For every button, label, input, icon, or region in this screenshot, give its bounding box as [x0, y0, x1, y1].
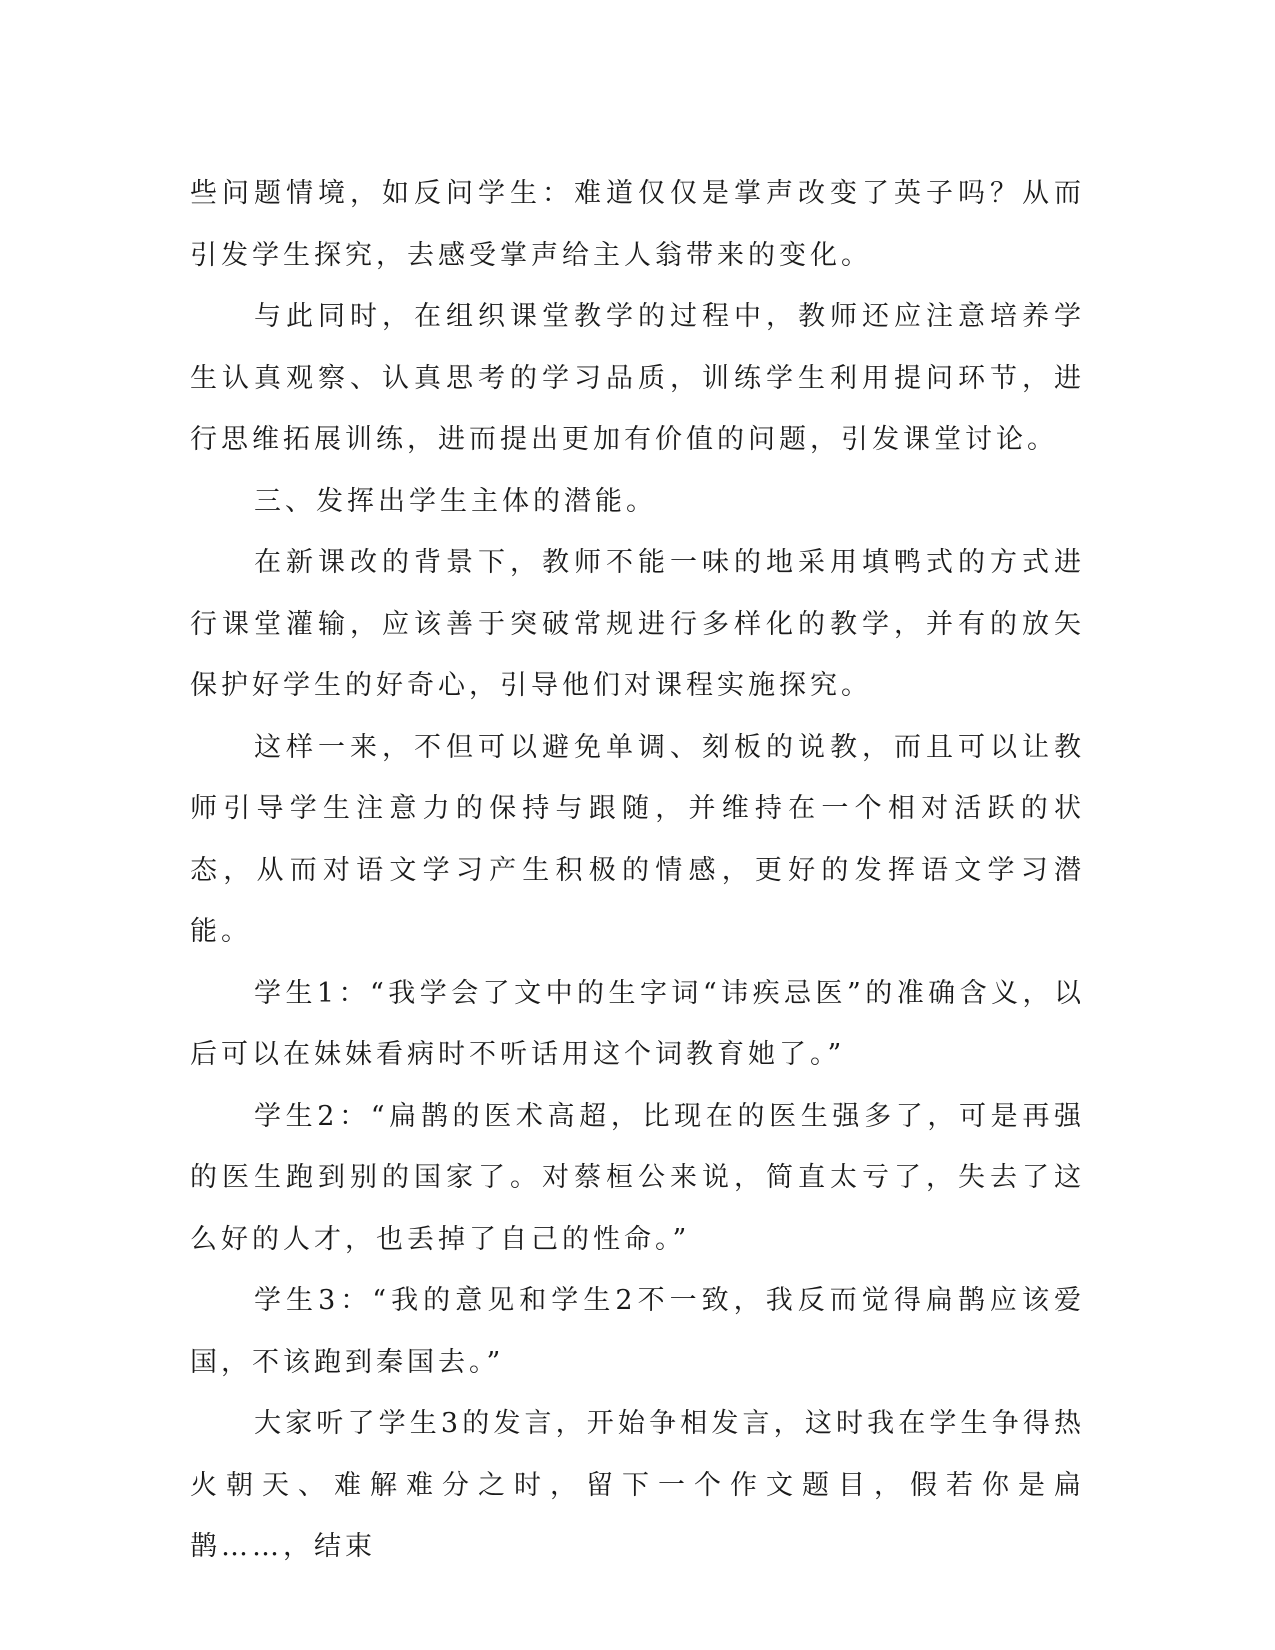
paragraph-final: 大家听了学生3的发言，开始争相发言，这时我在学生争得热火朝天、难解难分之时，留下一个作文题目，假若你是扁鹊……，结束: [190, 1408, 1085, 1562]
student-1-quote: 学生1：“我学会了文中的生字词“讳疾忌医”的准确含义，以后可以在妹妹看病时不听话用这个词教育她了。”: [190, 977, 1085, 1070]
student-3-quote: 学生3：“我的意见和学生2不一致，我反而觉得扁鹊应该爱国，不该跑到秦国去。”: [190, 1285, 1085, 1378]
paragraph-1: 些问题情境，如反问学生：难道仅仅是掌声改变了英子吗？从而引发学生探究，去感受掌声给主人翁带来的变化。: [190, 178, 1085, 271]
paragraph-4: 这样一来，不但可以避免单调、刻板的说教，而且可以让教师引导学生注意力的保持与跟随，并维持在一个相对活跃的状态，从而对语文学习产生积极的情感，更好的发挥语文学习潜能。: [190, 731, 1085, 947]
student-2-quote: 学生2：“扁鹊的医术高超，比现在的医生强多了，可是再强的医生跑到别的国家了。对蔡桓公来说，简直太亏了，失去了这么好的人才，也丢掉了自己的性命。”: [190, 1100, 1085, 1255]
document-body: [190, 163, 1085, 1578]
paragraph-3: 在新课改的背景下，教师不能一味的地采用填鸭式的方式进行课堂灌输，应该善于突破常规进行多样化的教学，并有的放矢保护好学生的好奇心，引导他们对课程实施探究。: [190, 547, 1085, 701]
paragraph-2: 与此同时，在组织课堂教学的过程中，教师还应注意培养学生认真观察、认真思考的学习品质，训练学生利用提问环节，进行思维拓展训练，进而提出更加有价值的问题，引发课堂讨论。: [190, 301, 1085, 455]
section-heading: 三、发挥出学生主体的潜能。: [254, 485, 657, 517]
